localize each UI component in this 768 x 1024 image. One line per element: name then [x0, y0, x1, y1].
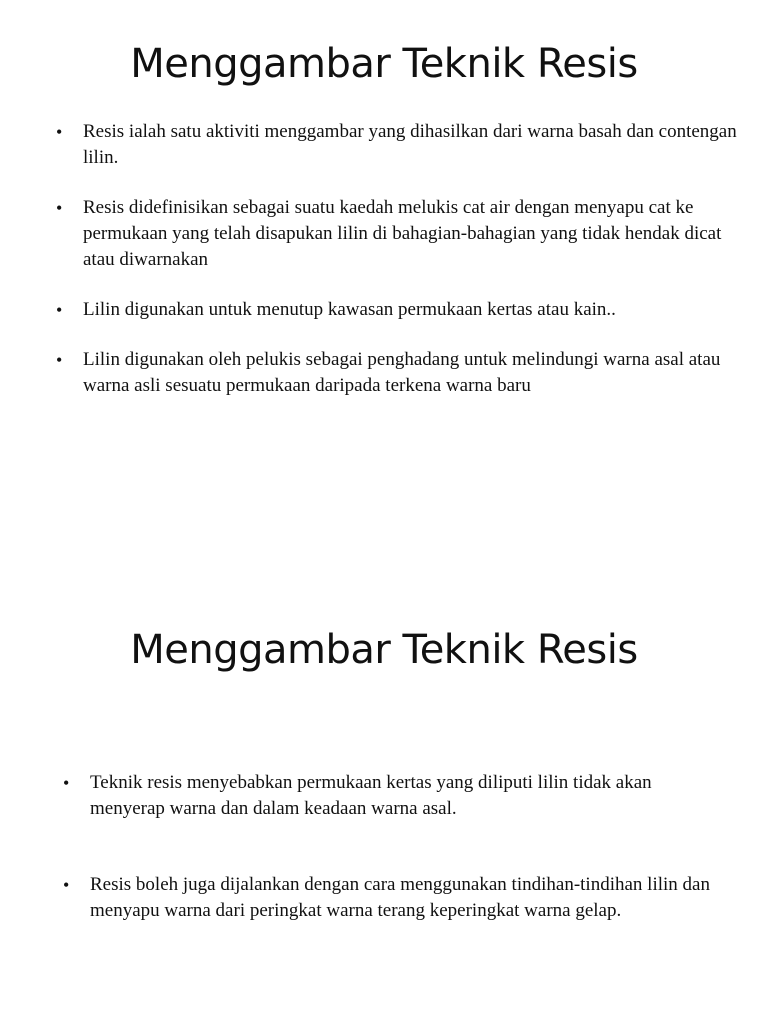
bullet-icon: • — [63, 773, 70, 793]
bullet-text: Resis didefinisikan sebagai suatu kaedah melukis cat air dengan menyapu cat ke permukaan yang telah disapukan lilin di bahagian-bahagian yang tidak hendak dicat atau diwarnakan — [83, 197, 722, 270]
bullet-text: Teknik resis menyebabkan permukaan kertas yang diliputi lilin tidak akan menyerap warna dan dalam keadaan warna asal. — [90, 772, 652, 819]
bullet-icon: • — [56, 198, 63, 218]
bullet-icon: • — [56, 300, 63, 320]
bullet-item — [56, 347, 746, 399]
bullet-icon: • — [63, 875, 70, 895]
bullet-text: Resis boleh juga dijalankan dengan cara menggunakan tindihan-tindihan lilin dan menyapu warna dari peringkat warna terang keperingkat warna gelap. — [90, 874, 710, 921]
bullet-text: Resis ialah satu aktiviti menggambar yang dihasilkan dari warna basah dan contengan lilin. — [83, 121, 737, 168]
bullet-list — [63, 770, 723, 924]
bullet-text: Lilin digunakan oleh pelukis sebagai penghadang untuk melindungi warna asal atau warna asli sesuatu permukaan daripada terkena warna baru — [83, 349, 721, 396]
bullet-icon: • — [56, 350, 63, 370]
slide-title: Menggambar Teknik Resis — [130, 41, 638, 87]
bullet-text: Lilin digunakan untuk menutup kawasan permukaan kertas atau kain.. — [83, 299, 616, 320]
bullet-item — [56, 297, 746, 323]
bullet-item — [63, 872, 723, 924]
bullet-icon: • — [56, 122, 63, 142]
slide-2 — [0, 590, 768, 1024]
bullet-list — [56, 119, 746, 423]
slide-title: Menggambar Teknik Resis — [130, 627, 638, 673]
bullet-item — [56, 119, 746, 171]
bullet-item — [63, 770, 723, 822]
bullet-item — [56, 195, 746, 273]
